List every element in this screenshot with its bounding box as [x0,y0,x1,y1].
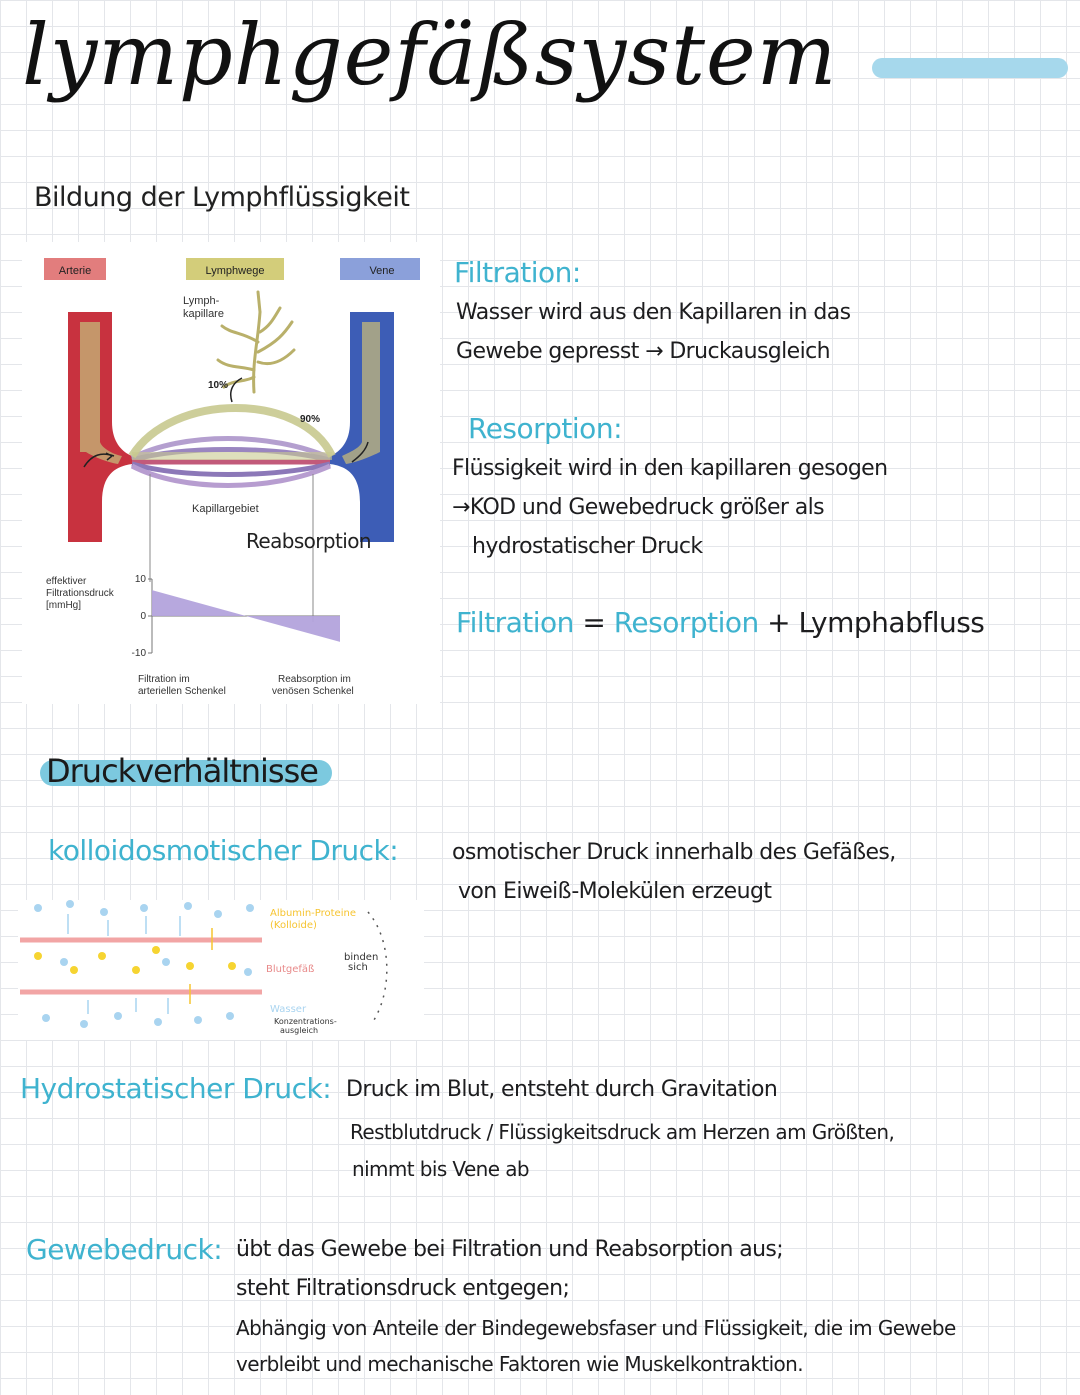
kod-line-2: von Eiweiß-Molekülen erzeugt [458,879,772,904]
colloid-diagram-svg [18,900,424,1040]
lymph-vessel-tree [218,292,294,392]
gewebe-line-4: verbleibt und mechanische Faktoren wie Muskelkontraktion. [236,1352,803,1376]
binding-bracket [368,912,387,1020]
resorption-heading: Resorption: [468,412,622,445]
balance-equation [456,606,984,639]
filtration-pressure-chart [132,574,340,659]
label-lymphkapillare-2: kapillare [183,308,224,320]
resorption-line-3: hydrostatischer Druck [472,534,703,559]
capillary-figure [22,242,440,704]
chart-ylabel-3: [mmHg] [46,600,81,611]
filtration-line-1: Wasser wird aus den Kapillaren in das [456,300,851,325]
title-highlight-bar [872,58,1068,78]
chart-ytick-label: 10 [134,574,146,585]
label-10-percent: 10% [208,380,229,391]
gewebe-line-2: steht Filtrationsdruck entgegen; [236,1276,570,1301]
gewebe-line-1: übt das Gewebe bei Filtration und Reabsorption aus; [236,1237,784,1262]
label-konzentration-2: ausgleich [280,1026,319,1035]
eq-filtration: Filtration [456,606,574,639]
water-molecules [34,900,254,1028]
resorption-line-1: Flüssigkeit wird in den kapillaren gesogen [452,456,888,481]
chart-area-segment [152,590,246,616]
eq-equals: = [573,606,614,639]
filtration-line-2: Gewebe gepresst → Druckausgleich [456,339,830,364]
label-sich: sich [348,962,368,973]
label-konzentration-1: Konzentrations- [274,1017,337,1026]
section-subtitle: Bildung der Lymphflüssigkeit [34,182,410,213]
capillary-diagram-svg [22,242,440,704]
page-title: lymphgefäßsystem [22,6,838,104]
label-vene: Vene [369,265,395,277]
chart-ylabel-1: effektiver [46,576,87,587]
gewebe-term: Gewebedruck: [26,1233,223,1266]
kod-line-1: osmotischer Druck innerhalb des Gefäßes, [452,840,896,865]
label-blutgefaess: Blutgefäß [266,964,315,975]
chart-xlabel-filtration-2: arteriellen Schenkel [138,686,226,697]
label-lymphkapillare-1: Lymph- [183,295,220,307]
label-lymphwege: Lymphwege [205,265,265,277]
hydro-line-2: Restblutdruck / Flüssigkeitsdruck am Herzen am Größten, [350,1120,895,1144]
label-kapillargebiet: Kapillargebiet [192,503,259,515]
hydro-line-3: nimmt bis Vene ab [352,1157,529,1181]
label-arterie: Arterie [58,265,92,277]
chart-xlabel-reabsorption-2: venösen Schenkel [272,686,354,697]
chart-ylabel-2: Filtrationsdruck [46,588,114,599]
label-reabsorption-handwritten: Reabsorption [246,529,371,553]
chart-ytick-label: 0 [140,611,146,622]
chart-xlabel-filtration-1: Filtration im [138,674,190,685]
hydro-term: Hydrostatischer Druck: [20,1072,332,1105]
label-wasser: Wasser [270,1004,307,1015]
chart-xlabel-reabsorption-1: Reabsorption im [278,674,351,685]
chart-area-segment [246,616,340,642]
resorption-line-2: →KOD und Gewebedruck größer als [452,495,825,520]
eq-resorption: Resorption [613,606,759,639]
druck-heading: Druckverhältnisse [46,752,318,790]
colloid-osmotic-figure [18,900,424,1040]
label-90-percent: 90% [300,414,321,425]
chart-ytick-label: -10 [131,648,146,659]
label-binden: binden [344,952,379,963]
label-albumin: Albumin-Proteine [270,908,356,919]
gewebe-line-3: Abhängig von Anteile der Bindegewebsfaser und Flüssigkeit, die im Gewebe [236,1316,956,1340]
hydro-line-1: Druck im Blut, entsteht durch Gravitation [346,1077,778,1102]
eq-rest: + Lymphabfluss [758,606,985,639]
filtration-heading: Filtration: [454,256,581,289]
kod-term: kolloidosmotischer Druck: [48,834,399,867]
label-kolloide: (Kolloide) [270,920,317,931]
capillary-network [132,439,330,486]
